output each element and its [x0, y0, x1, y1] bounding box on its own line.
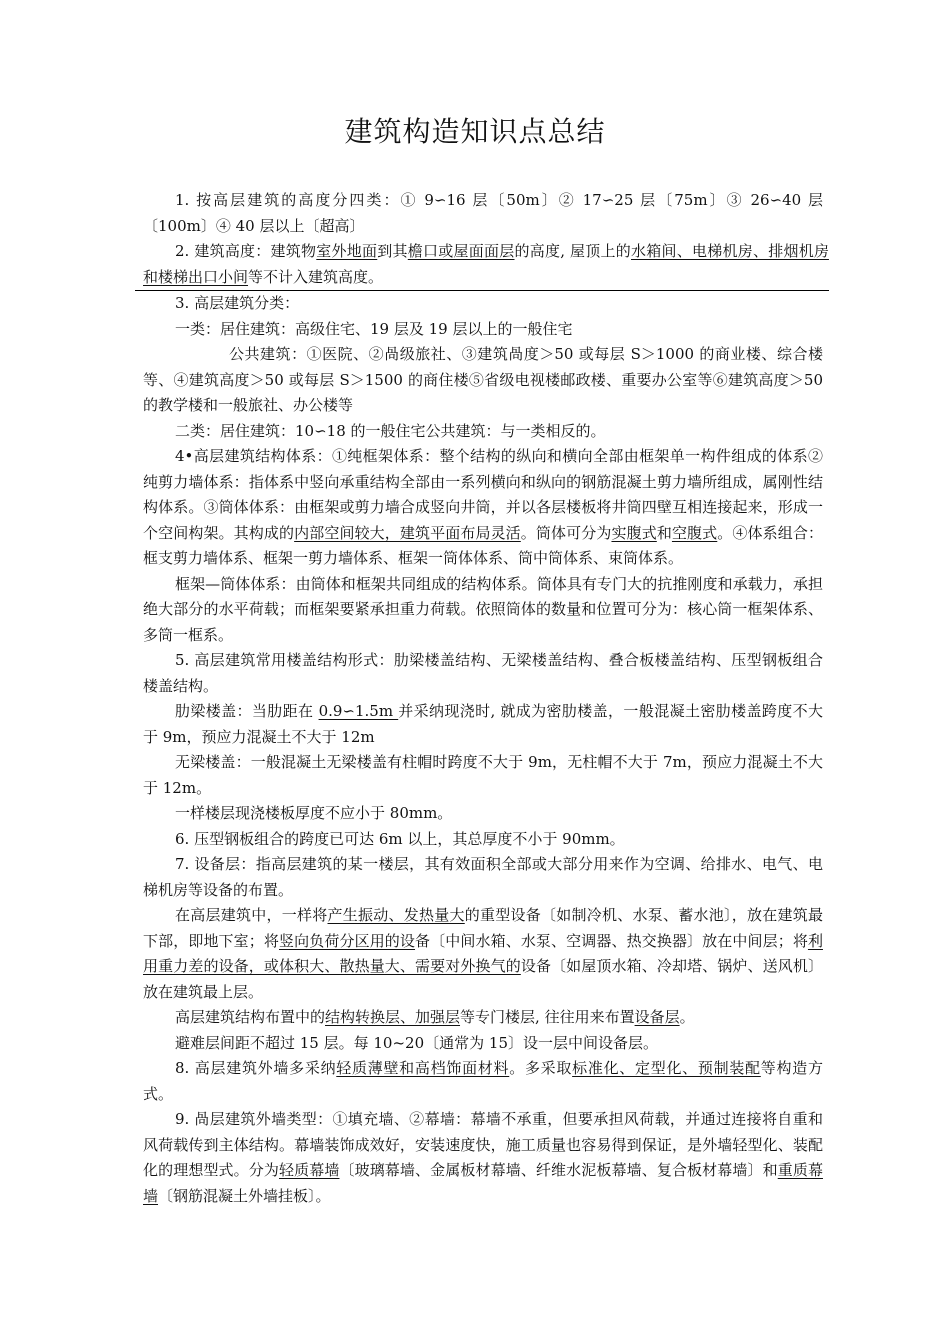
underlined-text: 标准化、定型化、预制装配 — [572, 1059, 761, 1077]
text-run: 3. 高层建筑分类： — [175, 294, 300, 312]
text-run: 等不计入建筑高度。 — [248, 267, 384, 286]
paragraph-p6 — [143, 419, 823, 445]
document-body — [143, 188, 829, 1209]
paragraph-p12 — [143, 801, 823, 827]
underlined-text: 产生振动、发热量大 — [327, 906, 465, 924]
text-run: 〔钢筋混凝土外墙挂板〕。 — [158, 1186, 331, 1205]
text-run: 1. 按高层建筑的高度分四类：① 9∽16 层〔50m〕② 17∽25 层〔75m〕③ 26∽40 层〔100m〕④ 40 层以上〔超高〕 — [143, 191, 823, 235]
text-run: 和 — [656, 523, 672, 542]
underlined-text: 内部空间较大，建筑平面布局灵活 — [294, 523, 521, 542]
text-run: 高层建筑结构布置中的 — [175, 1008, 326, 1026]
paragraph-p13 — [143, 827, 823, 853]
text-run: 备〔中间水箱、水泵、空调器、热交换器〕放在中间层；将 — [415, 931, 808, 950]
paragraph-p18 — [143, 1056, 823, 1107]
text-run: 一样楼层现浇楼板厚度不应小于 80mm。 — [175, 804, 453, 822]
text-run: 。④体系组合：框支剪力墙体系、框架一剪力墙体系、框架一筒体体系、筒中筒体系、束筒体系。 — [143, 523, 823, 567]
text-run: 〔玻璃幕墙、金属板材幕墙、纤维水泥板幕墙、复合板材幕墙〕和 — [339, 1161, 778, 1179]
text-run: 框架—筒体体系：由筒体和框架共同组成的结构体系。筒体具有专门大的抗推刚度和承载力，承担绝大部分的水平荷载；而框架要紧承担重力荷载。依照筒体的数量和位置可分为：核心筒一框架体系、多筒一框系。 — [143, 574, 823, 644]
text-run: 的高度, 屋顶上的 — [514, 242, 631, 260]
paragraph-p5 — [143, 342, 823, 419]
underlined-text: 结构转换层、加强层 — [325, 1008, 461, 1026]
text-run: 7. 设备层：指高层建筑的某一楼层，其有效面积全部或大部分用来作为空调、给排水、电气、电梯机房等设备的布置。 — [143, 855, 823, 899]
paragraph-p15 — [143, 903, 823, 1005]
text-run: 。 — [679, 1008, 695, 1026]
text-run: 8. 高层建筑外墙多采纳 — [175, 1059, 337, 1077]
paragraph-p14 — [143, 852, 823, 903]
underlined-text: 檐口或屋面面层 — [407, 242, 515, 260]
paragraph-p11 — [143, 750, 823, 801]
text-run: 5. 高层建筑常用楼盖结构形式：肋梁楼盖结构、无梁楼盖结构、叠合板楼盖结构、压型钢板组合楼盖结构。 — [143, 651, 823, 695]
document-title: 建筑构造知识点总结 — [344, 115, 606, 148]
paragraph-p16 — [143, 1005, 823, 1031]
paragraph-p2 — [135, 239, 829, 291]
text-run: 二类：居住建筑：10∽18 的一般住宅公共建筑：与一类相反的。 — [175, 421, 606, 440]
paragraph-p19 — [143, 1107, 823, 1209]
underlined-text: 0.9∽1.5m — [318, 702, 399, 720]
paragraph-p1 — [143, 188, 823, 239]
text-run: 一类：居住建筑：高级住宅、19 层及 19 层以上的一般住宅 — [175, 319, 573, 338]
paragraph-p10 — [143, 699, 823, 750]
text-run: 2. 建筑高度：建筑物 — [175, 242, 317, 260]
underlined-text: 实腹式 — [611, 523, 657, 542]
underlined-text: 室外地面 — [316, 242, 378, 260]
underlined-text: 空腹式 — [671, 523, 718, 542]
paragraph-p9 — [143, 648, 823, 699]
underlined-text: 重质幕墙 — [143, 1161, 823, 1205]
paragraph-p7 — [143, 444, 823, 572]
underlined-text: 利用重力差的设备，或体积大、散热量大、需要对外换气的 — [143, 931, 823, 975]
text-run: 6. 压型钢板组合的跨度已可达 6m 以上，其总厚度不小于 90mm。 — [175, 829, 625, 848]
underlined-text: 轻质薄壁和高档饰面材料 — [336, 1059, 510, 1077]
text-run: 。多采取 — [509, 1059, 573, 1077]
paragraph-p17 — [143, 1031, 823, 1057]
underlined-text: 轻质幕墙 — [279, 1161, 340, 1179]
paragraph-p3 — [143, 291, 823, 317]
text-run: 到其 — [377, 242, 408, 260]
text-run: 等专门楼层, 往往用来布置 — [460, 1008, 635, 1026]
underlined-text: 竖向负荷分区用的设 — [279, 931, 416, 950]
underlined-text: 水箱间、电梯机房、排烟机房和楼梯出口小间 — [143, 242, 829, 286]
text-run: 的重型设备〔如制冷机、水泵、蓄水池〕，放在建筑最下部，即地下室；将 — [143, 906, 823, 950]
text-run: 并采纳现浇时, 就成为密肋楼盖，一般混凝土密肋楼盖跨度不大于 9m，预应力混凝土不大于 12m — [143, 702, 823, 746]
text-run: 等构造方式。 — [143, 1059, 823, 1103]
text-run: 在高层建筑中，一样将 — [175, 906, 328, 924]
underlined-text: 设备层 — [634, 1008, 680, 1026]
text-run: 。筒体可分为 — [520, 523, 612, 542]
text-run: 4•高层建筑结构体系：①纯框架体系：整个结构的纵向和横向全部由框架单一构件组成的体系②纯剪力墙体系：指体系中竖向承重结构全部由一系列横向和纵向的钢筋混凝土剪力墙所组成，属刚性结构体系。③筒体体系：由框架或剪力墙合成竖向井筒，并以各层楼板将井筒四壁互相连接起来，形成一个空间构架。其构成的 — [143, 447, 823, 542]
text-run: 公共建筑：①医院、②咼级旅社、③建筑咼度＞50 或每层 S＞1000 的商业楼、综合楼等、④建筑高度＞50 或每层 S＞1500 的商住楼⑤省级电视楼邮政楼、重要办公室等⑥建筑高度＞50 的教学楼和一般旅社、办公楼等 — [143, 345, 823, 414]
text-run: 肋梁楼盖：当肋距在 — [175, 702, 319, 720]
text-run: 9. 咼层建筑外墙类型：①填充墙、②幕墙：幕墙不承重，但要承担风荷载，并通过连接将自重和风荷载传到主体结构。幕墙装饰成效好，安装速度快，施工质量也容易得到保证，是外墙轻型化、装配化的理想型式。分为 — [143, 1110, 823, 1179]
text-run: 避难层间距不超过 15 层。每 10~20〔通常为 15〕设一层中间设备层。 — [175, 1033, 658, 1052]
paragraph-p4 — [143, 317, 823, 343]
text-run: 无梁楼盖：一般混凝土无梁楼盖有柱帽时跨度不大于 9m，无柱帽不大于 7m，预应力混凝土不大于 12m。 — [143, 753, 823, 797]
paragraph-p8 — [143, 572, 823, 649]
text-run: 设备〔如屋顶水箱、冷却塔、锅炉、送风机〕放在建筑最上层。 — [143, 957, 823, 1001]
